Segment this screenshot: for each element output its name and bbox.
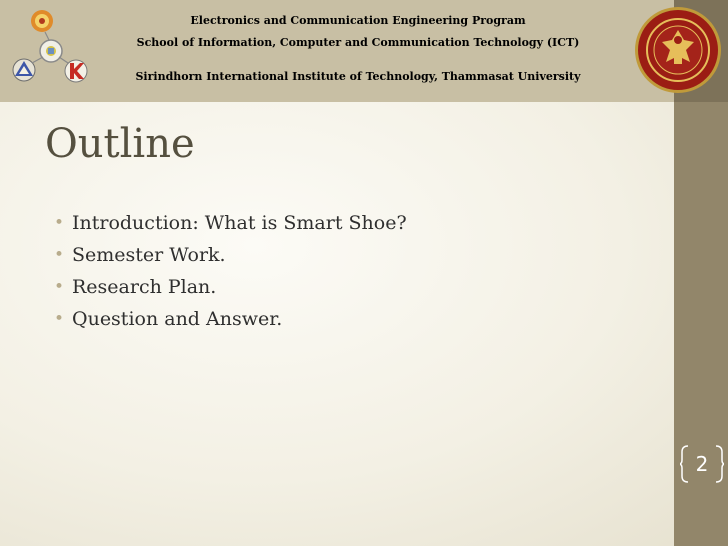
header-institute: Sirindhorn International Institute of Technology, Thammasat University	[135, 70, 581, 83]
bullet-icon: •	[54, 277, 65, 297]
bullet-icon: •	[54, 309, 65, 329]
list-item	[52, 306, 407, 338]
center-logo-icon	[40, 40, 62, 62]
university-seal-icon	[634, 6, 722, 94]
k-logo-icon	[65, 60, 87, 82]
list-item	[52, 274, 407, 306]
page-number: 2	[695, 452, 709, 476]
list-item-text: Question and Answer.	[72, 308, 283, 330]
bullet-icon: •	[54, 245, 65, 265]
gear-logo-icon	[31, 10, 53, 32]
outline-list	[52, 210, 407, 338]
header-program: Electronics and Communication Engineering Program	[190, 14, 526, 27]
bullet-icon: •	[54, 213, 65, 233]
list-item-text: Research Plan.	[72, 276, 217, 298]
list-item-text: Introduction: What is Smart Shoe?	[72, 212, 407, 234]
list-item-text: Semester Work.	[72, 244, 226, 266]
header-school: School of Information, Computer and Communication Technology (ICT)	[136, 36, 580, 49]
slide-title: Outline	[45, 121, 195, 167]
program-logos-icon	[12, 8, 96, 88]
triangle-logo-icon	[13, 59, 35, 81]
list-item	[52, 210, 407, 242]
list-item	[52, 242, 407, 274]
